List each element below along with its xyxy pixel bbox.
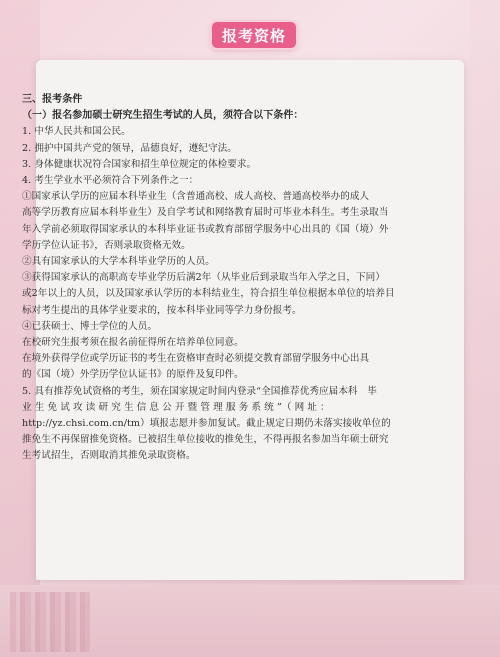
- document-line: 3. 身体健康状况符合国家和招生单位规定的体检要求。: [22, 158, 257, 170]
- document-line: 业 生 免 试 攻 读 研 究 生 信 息 公 开 暨 管 理 服 务 系 统 ”（ 网 址 ：: [22, 401, 330, 413]
- background-right-strip: [470, 0, 500, 657]
- document-line: 的《国（境）外学历学位认证书》的原件及复印件。: [22, 369, 244, 381]
- document-line: 年入学前必须取得国家承认的本科毕业证书或教育部留学服务中心出具的《国（境）外: [22, 223, 389, 235]
- document-line: 2. 拥护中国共产党的领导，品德良好，遵纪守法。: [22, 142, 237, 154]
- document-line: ③获得国家承认的高职高专毕业学历后满2年（从毕业后到录取当年入学之日，下同）: [22, 272, 385, 284]
- document-line: 或2年以上的人员，以及国家承认学历的本科结业生，符合招生单位根据本单位的培养目: [22, 288, 395, 300]
- document-line: 在校研究生报考须在报名前征得所在培养单位同意。: [22, 337, 244, 349]
- document-line: 在境外获得学位或学历证书的考生在资格审查时必须提交教育部留学服务中心出具: [22, 353, 370, 365]
- document-line: 生考试招生，否则取消其推免录取资格。: [22, 450, 196, 462]
- document-line: 5. 具有推荐免试资格的考生，须在国家规定时间内登录“全国推荐优秀应届本科 毕: [22, 385, 377, 397]
- document-line: ②具有国家承认的大学本科毕业学历的人员。: [22, 256, 215, 268]
- bottom-fade: [36, 540, 464, 580]
- document-line: 标对考生提出的具体学业要求的，按本科毕业同等学力身份报考。: [22, 304, 302, 316]
- header-badge: 报考资格: [212, 22, 296, 48]
- document-content: [22, 92, 414, 465]
- document-line: （一）报名参加硕士研究生招生考试的人员，须符合以下条件：: [22, 110, 304, 122]
- document-line: 高等学历教育应届本科毕业生）及自学考试和网络教育届时可毕业本科生。考生录取当: [22, 207, 389, 219]
- document-line: http://yz.chsi.com.cn/tm）填报志愿并参加复试。截止规定日期仍未落实接收单位的: [22, 418, 391, 430]
- document-line: ①国家承认学历的应届本科毕业生（含普通高校、成人高校、普通高校举办的成人: [22, 191, 370, 203]
- books-decoration: [10, 592, 90, 652]
- document-line: 三、报考条件: [22, 94, 83, 105]
- document-line: 学历学位认证书》，否则录取资格无效。: [22, 239, 191, 251]
- document-line: ④已获硕士、博士学位的人员。: [22, 320, 158, 332]
- document-line: 推免生不再保留推免资格。已被招生单位接收的推免生，不得再报名参加当年硕士研究: [22, 434, 389, 446]
- document-line: 1. 中华人民共和国公民。: [22, 126, 131, 138]
- document-line: 4. 考生学业水平必须符合下列条件之一：: [22, 175, 199, 187]
